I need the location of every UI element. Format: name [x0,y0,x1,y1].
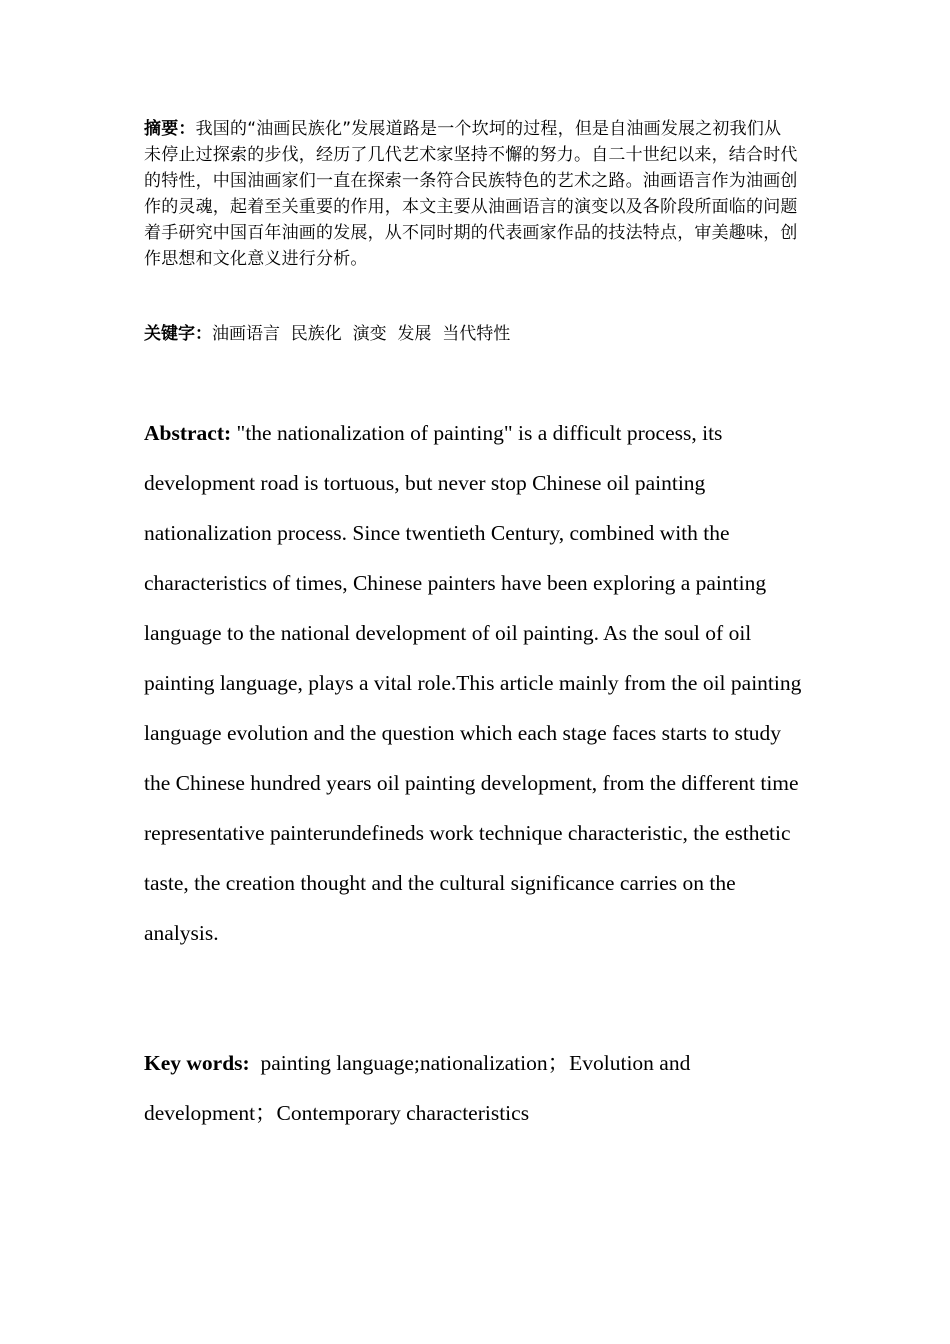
english-keywords-text: painting language;nationalization；Evolution and development；Contemporary characteristics [144,1051,696,1125]
english-keywords [144,1038,804,1138]
english-keywords-label: Key words: [144,1051,250,1075]
chinese-keywords [144,321,798,347]
english-abstract [144,408,804,958]
chinese-abstract-label: 摘要： [144,119,196,139]
chinese-keywords-text: 油画语言 民族化 演变 发展 当代特性 [212,324,511,344]
chinese-abstract-text: 我国的“油画民族化”发展道路是一个坎坷的过程，但是自油画发展之初我们从未停止过探索的步伐，经历了几代艺术家坚持不懈的努力。自二十世纪以来，结合时代的特性，中国油画家们一直在探索一条符合民族特色的艺术之路。油画语言作为油画创作的灵魂，起着至关重要的作用，本文主要从油画语言的演变以及各阶段所面临的问题着手研究中国百年油画的发展，从不同时期的代表画家作品的技法特点，审美趣味，创作思想和文化意义进行分析。 [144,119,798,269]
english-abstract-label: Abstract: [144,421,232,445]
chinese-keywords-label: 关键字： [144,324,212,344]
chinese-abstract [144,116,798,272]
english-abstract-text: "the nationalization of painting" is a difficult process, its development road is tortuous, but never stop Chinese oil painting nationalization process. Since twentieth Century, combined with the characteristics of times, Chinese painters have been exploring a painting language to the national development of oil painting. As the soul of oil painting language, plays a vital role.This article mainly from the oil painting language evolution and the question which each stage faces starts to study the Chinese hundred years oil painting development, from the different time representative painterundefineds work technique characteristic, the esthetic taste, the creation thought and the cultural significance carries on the analysis. [144,421,802,945]
